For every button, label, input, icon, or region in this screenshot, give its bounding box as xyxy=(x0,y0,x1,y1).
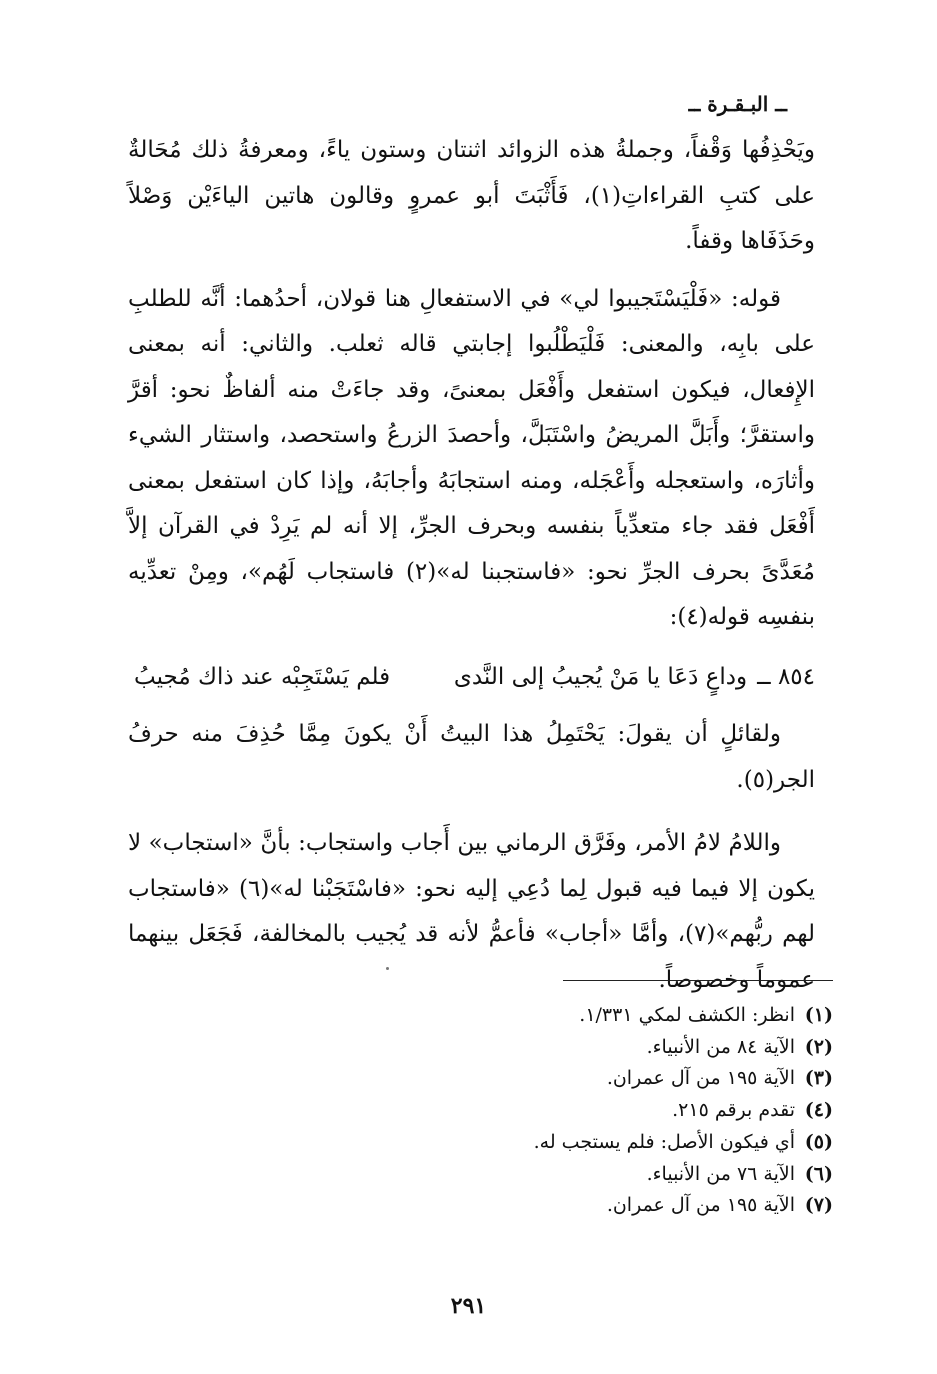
main-text xyxy=(128,128,815,1003)
footnote-text: الآية ٨٤ من الأنبياء. xyxy=(646,1035,795,1058)
footnote-6 xyxy=(413,1159,833,1191)
paragraph-4: واللامُ لامُ الأمر، وفَرَّق الرماني بين أَجاب واستجاب: بأنَّ «استجاب» لا يكون إلا فيما فيه قبول لِما دُعِي إليه نحو: «فاسْتَجَبْنا له»(٦) «فاستجاب لهم ربُّهم»(٧)، وأمَّا «أجاب» فأعمُّ لأنه قد يُجيب بالمخالفة، فَجَعَل بينهما عموماً وخصوصاً. xyxy=(128,830,815,993)
page-number: ٢٩١ xyxy=(450,1293,487,1319)
footnote-2 xyxy=(413,1032,833,1064)
verse-number: ٨٥٤ ــ xyxy=(757,663,815,690)
footnote-text: الآية ٧٦ من الأنبياء. xyxy=(646,1162,795,1185)
footnote-text: تقدم برقم ٢١٥. xyxy=(672,1099,795,1122)
footnote-number: (٧) xyxy=(804,1194,833,1217)
print-speck xyxy=(386,967,389,970)
verse-first-hemistich: وداعٍ دَعَا يا مَنْ يُجيبُ إلى النَّدى xyxy=(453,663,748,690)
footnote-text: أي فيكون الأصل: فلم يستجب له. xyxy=(533,1130,795,1153)
paragraph-1: ويَحْذِفُها وَقْفاً، وجملةُ هذه الزوائد اثنتان وستون ياءً، ومعرفةُ ذلك مُحَالةٌ على كتبِ القراءاتِ(١)، فَأَثْبَتَ أبو عمروٍ وقالون هاتين الياءَيْن وَصْلاً وحَذَفَاها وقفاً. xyxy=(128,137,815,254)
footnote-5 xyxy=(413,1127,833,1159)
footnote-text: انظر: الكشف لمكي ١/٣٣١. xyxy=(579,1004,795,1026)
footnote-number: (٦) xyxy=(804,1162,833,1185)
footnote-number: (٥) xyxy=(804,1130,833,1153)
poetry-verse xyxy=(128,655,815,701)
footnote-text: الآية ١٩٥ من آل عمران. xyxy=(606,1194,795,1217)
footnote-3 xyxy=(413,1063,833,1095)
footnote-7 xyxy=(413,1190,833,1222)
footnote-number: (٣) xyxy=(804,1067,833,1090)
footnote-4 xyxy=(413,1095,833,1127)
footnote-number: (٤) xyxy=(804,1099,833,1122)
paragraph-2: قوله: «فَلْيَسْتَجيبوا لي» في الاستفعالِ هنا قولان، أحدُهما: أنَّه للطلبِ على بابِه، والمعنى: فَلْيَطْلُبوا إجابتي قاله ثعلب. والثاني: أنه بمعنى الإِفعال، فيكون استفعل وأَفْعَل بمعنىً، وقد جاءَتْ منه ألفاظٌ نحو: أقرَّ واستقرَّ؛ وأَبَلَّ المريضُ واسْتَبَلَّ، وأحصدَ الزرعُ واستحصد، واستثار الشيء وأثارَه، واستعجله وأَعْجَله، ومنه استجابَهُ وأجابَهُ، وإذا كان استفعل بمعنى أَفْعَل فقد جاء متعدِّياً بنفسه وبحرف الجرِّ، إلا أنه لم يَرِدْ في القرآن إلاَّ مُعَدَّىً بحرف الجرِّ نحو: «فاستجبنا له»(٢) فاستجاب لَهُم»، ومِنْ تعدِّيه بنفسِه قوله(٤): xyxy=(128,285,815,630)
footnote-number: (١) xyxy=(804,1004,833,1026)
footnotes xyxy=(413,1000,833,1222)
footnote-number: (٢) xyxy=(804,1035,833,1058)
running-header: ــ البـقـرة ــ xyxy=(688,92,787,116)
paragraph-3: ولقائلٍ أن يقولَ: يَحْتَمِلُ هذا البيتُ أَنْ يكونَ مِمَّا حُذِفَ منه حرفُ الجر(٥). xyxy=(128,721,815,793)
footnote-text: الآية ١٩٥ من آل عمران. xyxy=(606,1067,795,1090)
footnote-1 xyxy=(413,1000,833,1032)
verse-second-hemistich: فلم يَسْتَجِبْه عند ذاك مُجيبُ xyxy=(134,663,391,690)
footnote-separator xyxy=(563,980,833,981)
verse-first-part xyxy=(454,655,815,701)
